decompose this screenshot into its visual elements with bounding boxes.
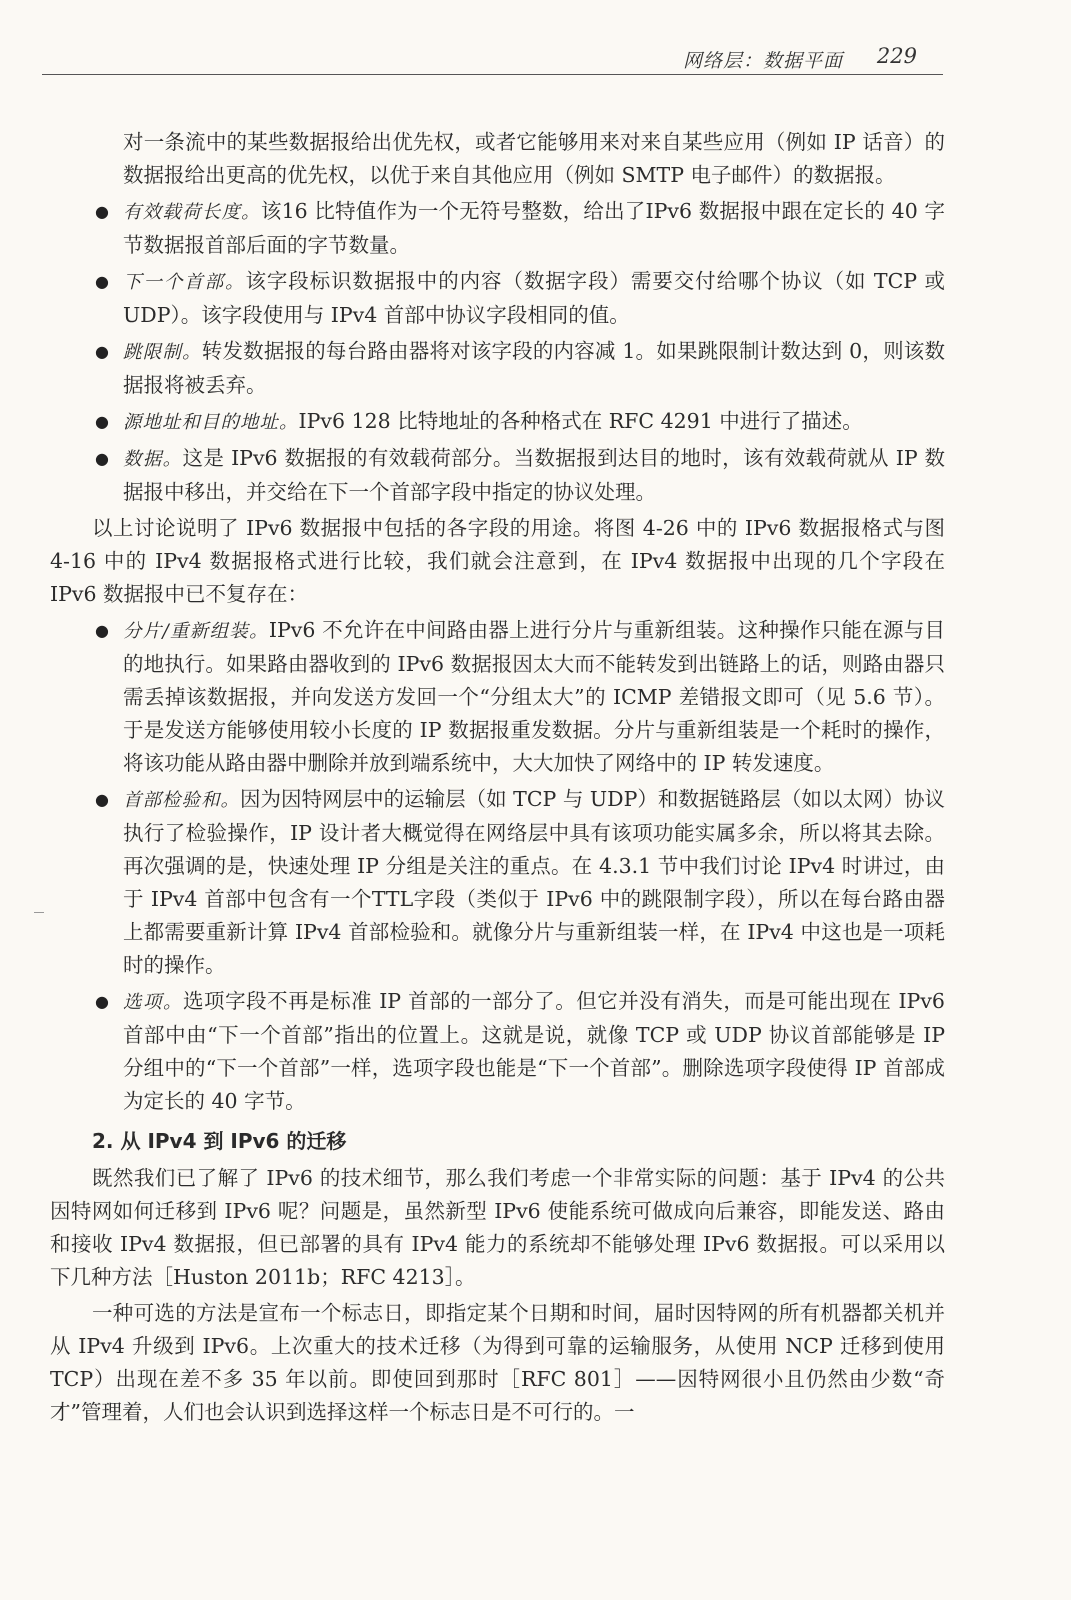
field-term: 选项。: [123, 992, 184, 1013]
field-term: 数据。: [123, 449, 183, 470]
field-term: 下一个首部。: [123, 272, 246, 293]
section-heading: 2. 从 IPv4 到 IPv6 的迁移: [92, 1129, 347, 1153]
bullet-dot: ●: [95, 790, 109, 809]
bullet-dot: ●: [95, 412, 109, 431]
field-term: 跳限制。: [123, 342, 202, 363]
bullet-dot: ●: [95, 272, 109, 291]
list-item: [95, 442, 945, 509]
bullet-dot: ●: [95, 992, 109, 1011]
list-item: [95, 405, 945, 439]
field-description: 该16 比特值作为一个无符号整数，给出了IPv6 数据报中跟在定长的 40 字节数据报首部后面的字节数量。: [123, 199, 945, 257]
bullet-dot: ●: [95, 202, 109, 221]
list-item: [95, 614, 946, 780]
field-description: 转发数据报的每台路由器将对该字段的内容减 1。如果跳限制计数达到 0，则该数据报将被丢弃。: [123, 339, 945, 397]
body-text: [50, 126, 945, 1432]
list-item: [95, 195, 945, 262]
bullet-continuation: 对一条流中的某些数据报给出优先权，或者它能够用来对来自某些应用（例如 IP 话音）的数据报给出更高的优先权，以优于来自其他应用（例如 SMTP 电子邮件）的数据报。: [123, 130, 945, 187]
paragraph: 既然我们已了解了 IPv6 的技术细节，那么我们考虑一个非常实际的问题：基于 IPv4 的公共因特网如何迁移到 IPv6 呢？问题是，虽然新型 IPv6 使能系统可做成向后兼容，即能发送、路由和接收 IPv4 数据报，但已部署的具有 IPv4 能力的系统却不能够处理 IPv6 数据报。可以采用以下几种方法［Huston 2011b；RFC 4213］。: [50, 1166, 945, 1289]
list-item: [95, 335, 945, 402]
page-number: 229: [876, 44, 917, 68]
removed-field-list: [50, 614, 945, 1118]
paragraph: 一种可选的方法是宣布一个标志日，即指定某个日期和时间，届时因特网的所有机器都关机并从 IPv4 升级到 IPv6。上次重大的技术迁移（为得到可靠的运输服务，从使用 NCP 迁移到使用 TCP）出现在差不多 35 年以前。即使回到那时［RFC 801］——因特网很小且仍然由少数“奇才”管理着，人们也会认识到选择这样一个标志日是不可行的。一: [50, 1301, 945, 1424]
field-term: 分片/重新组装。: [123, 621, 269, 642]
field-description: 这是 IPv6 数据报的有效载荷部分。当数据报到达目的地时，该有效载荷就从 IP 数据报中移出，并交给在下一个首部字段中指定的协议处理。: [123, 446, 945, 504]
bullet-dot: ●: [95, 449, 109, 468]
field-description: 因为因特网层中的运输层（如 TCP 与 UDP）和数据链路层（如以太网）协议执行了检验操作，IP 设计者大概觉得在网络层中具有该项功能实属多余，所以将其去除。再次强调的是，快速处理 IP 分组是关注的重点。在 4.3.1 节中我们讨论 IPv4 时讲过，由于 IPv4 首部中包含有一个TTL字段（类似于 IPv6 中的跳限制字段），所以在每台路由器上都需要重新计算 IPv4 首部检验和。就像分片与重新组装一样，在 IPv4 中这也是一项耗时的操作。: [123, 787, 945, 977]
margin-mark: [34, 912, 44, 913]
running-header: [42, 40, 943, 75]
list-item: [95, 265, 945, 332]
field-term: 首部检验和。: [123, 790, 241, 811]
field-term: 有效载荷长度。: [123, 202, 261, 223]
field-description: 该字段标识数据报中的内容（数据字段）需要交付给哪个协议（如 TCP 或 UDP）。该字段使用与 IPv4 首部中协议字段相同的值。: [123, 269, 945, 327]
field-description: IPv6 不允许在中间路由器上进行分片与重新组装。这种操作只能在源与目的地执行。如果路由器收到的 IPv6 数据报因太大而不能转发到出链路上的话，则路由器只需丢掉该数据报，并向发送方发回一个“分组太大”的 ICMP 差错报文即可（见 5.6 节）。于是发送方能够使用较小长度的 IP 数据报重发数据。分片与重新组装是一个耗时的操作，将该功能从路由器中删除并放到端系统中，大大加快了网络中的 IP 转发速度。: [123, 618, 946, 775]
field-description: IPv6 128 比特地址的各种格式在 RFC 4291 中进行了描述。: [298, 409, 863, 433]
bullet-dot: ●: [95, 621, 109, 640]
list-item: [95, 783, 945, 982]
chapter-title: 网络层：数据平面: [682, 50, 843, 72]
bullet-dot: ●: [95, 342, 109, 361]
ipv6-field-list: [50, 195, 945, 509]
paragraph: 以上讨论说明了 IPv6 数据报中包括的各字段的用途。将图 4-26 中的 IPv6 数据报格式与图 4-16 中的 IPv4 数据报格式进行比较，我们就会注意到，在 IPv4 数据报中出现的几个字段在 IPv6 数据报中已不复存在：: [50, 516, 945, 606]
list-item: [95, 985, 945, 1118]
field-description: 选项字段不再是标准 IP 首部的一部分了。但它并没有消失，而是可能出现在 IPv6 首部中由“下一个首部”指出的位置上。这就是说，就像 TCP 或 UDP 协议首部能够是 IP 分组中的“下一个首部”一样，选项字段也能是“下一个首部”。删除选项字段使得 IP 首部成为定长的 40 字节。: [123, 989, 945, 1113]
field-term: 源地址和目的地址。: [123, 412, 299, 433]
